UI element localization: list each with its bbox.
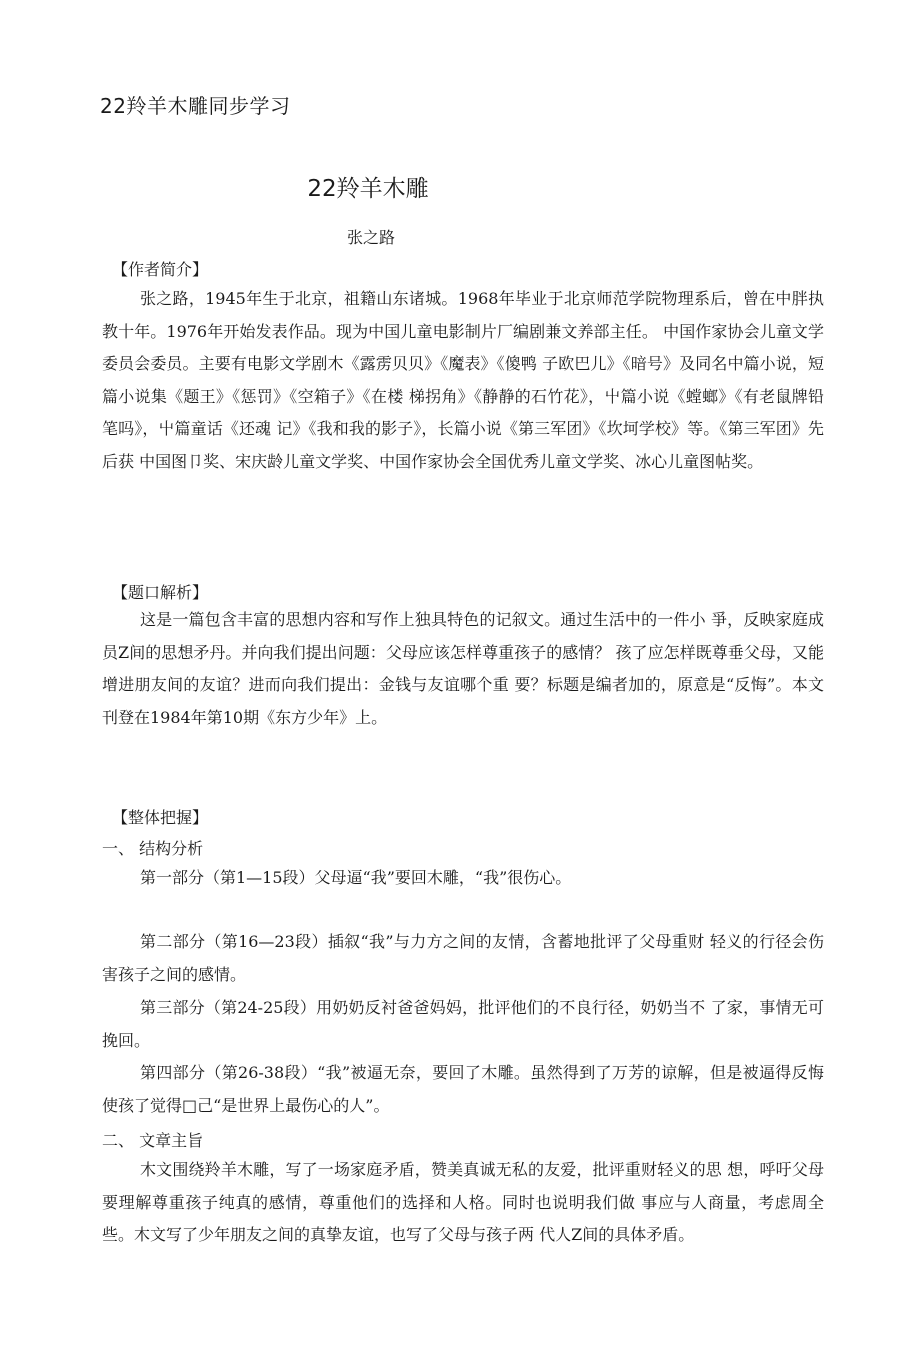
- structure-part-3: 第三部分（第24-25段）用奶奶反衬爸爸妈妈，批评他们的不良行径，奶奶当不 了家，事情无可挽回。: [102, 998, 824, 1050]
- structure-analysis-heading: 一、 结构分析: [102, 839, 204, 858]
- theme-paragraph: 木文围绕羚羊木雕，写了一场家庭矛盾，赞美真诚无私的友爱，批评重财轻义的思 想，呼吁父母要理解尊重孩子纯真的感情，尊重他们的选择和人格。同时也说明我们做 事应与人商量，考虑周全些。木文写了少年朋友之间的真挚友谊，也写了父母与孩子两 代人Z间的具体矛盾。: [102, 1160, 824, 1244]
- structure-part-4: 第四部分（第26-38段）“我”被逼无奈，要回了木雕。虽然得到了万芳的谅解，但是被逼得反悔使孩了觉得□己“是世界上最伤心的人”。: [102, 1063, 824, 1115]
- document-header-title: 22羚羊木雕同步学习: [100, 94, 291, 118]
- theme-heading: 二、 文章主旨: [102, 1131, 204, 1150]
- section-heading-author-intro: 【作者简介】: [112, 260, 209, 279]
- title-analysis-paragraph: 这是一篇包含丰富的思想内容和写作上独具特色的记叙文。通过生活中的一件小 爭，反映家庭成员Z间的思想矛丹。并向我们提出问题：父母应该怎样尊重孩子的感情？ 孩了应怎样既尊垂父母，又能增进朋友间的友谊？进而向我们提出：金钱与友谊哪个重 要？标题是编者加的，原意是“反悔”。本文刊登在1984年第10期《东方少年》上。: [102, 610, 824, 727]
- section-heading-overall: 【整体把握】: [112, 808, 209, 827]
- structure-part-1: 第一部分（第1—15段）父母逼“我”要回木雕，“我”很伤心。: [140, 868, 572, 887]
- author-intro-paragraph: 张之路，1945年生于北京，祖籍山东诸城。1968年毕业于北京师范学院物理系后，曾在中胖执教十年。1976年开始发表作品。现为中国儿童电影制片厂编剧兼文养部主任。 中国作家协会儿童文学委员会委员。主要有电影文学剧木《露雳贝贝》《魔表》《傻鸭 子欧巴儿》《暗号》及同名中篇小说，短篇小说集《题王》《惩罚》《空箱子》《在楼 梯拐角》《静静的石竹花》，屮篇小说《螳螂》《有老鼠牌铅笔吗》，屮篇童话《还魂 记》《我和我的影子》，长篇小说《第三军团》《坎坷学校》等。《第三军团》先后获 中国图卩奖、宋庆龄儿童文学奖、中国作家协会全国优秀儿童文学奖、冰心儿童图帖奖。: [102, 289, 824, 471]
- structure-part-2: 第二部分（第16—23段）插叙“我”与力方之间的友情，含蓄地批评了父母重财 轻义的行径会伤害孩子之间的感情。: [102, 932, 824, 984]
- section-heading-title-analysis: 【题口解析】: [112, 583, 209, 602]
- article-author: 张之路: [346, 228, 395, 247]
- article-title: 22羚羊木雕: [307, 176, 429, 202]
